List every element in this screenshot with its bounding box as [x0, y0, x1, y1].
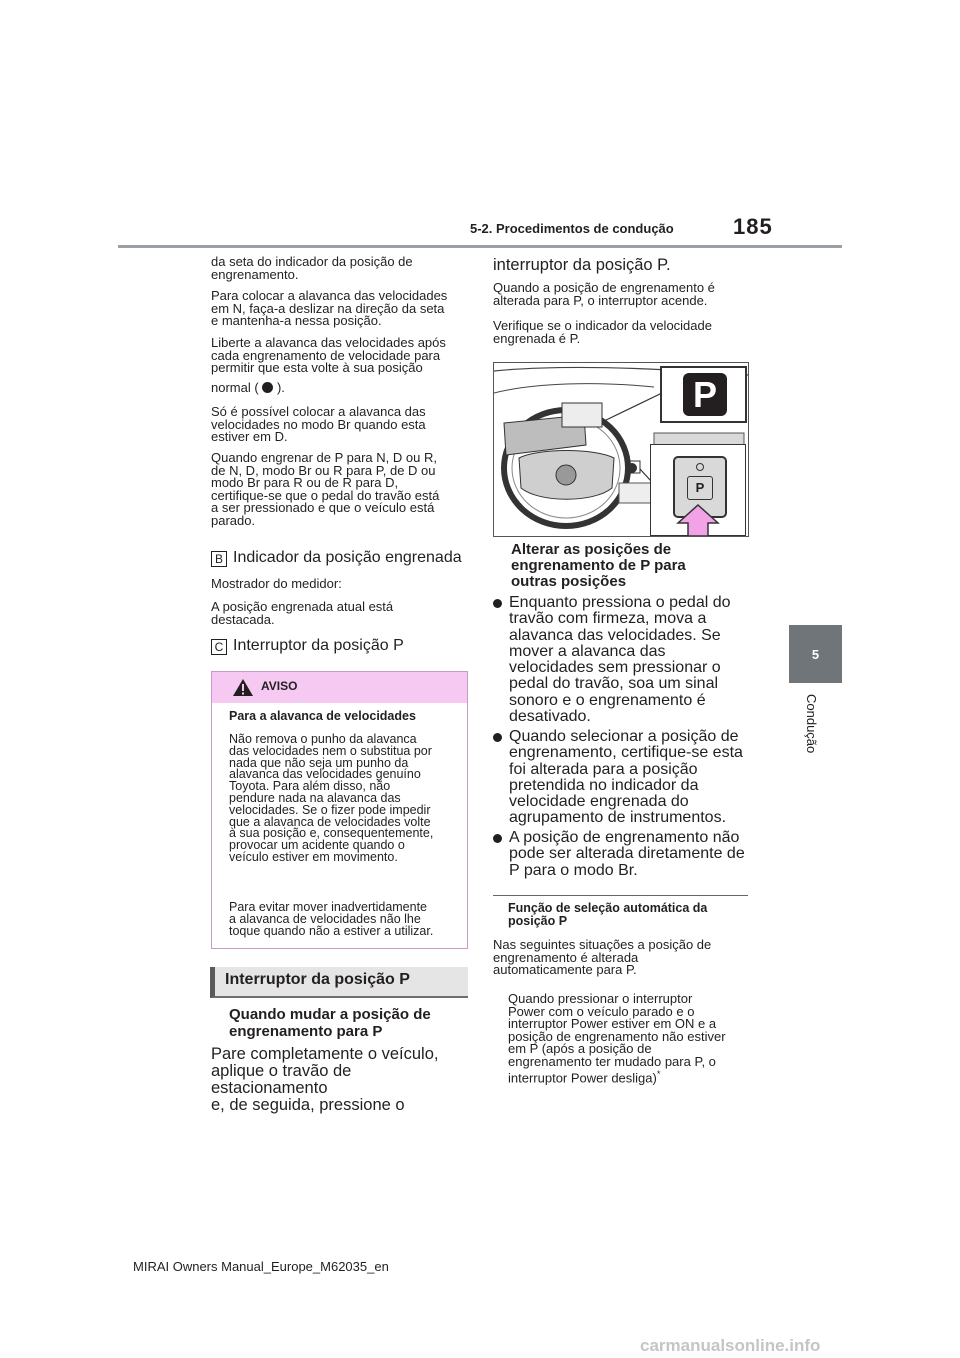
item-c-letter: C: [211, 639, 227, 655]
item-b-text1: Mostrador do medidor:: [211, 576, 342, 591]
warning-title: AVISO: [261, 679, 298, 693]
section-title: 5-2. Procedimentos de condução: [470, 221, 674, 236]
bullet-dot-icon: [493, 834, 502, 843]
p-indicator-icon: P: [683, 373, 727, 416]
chapter-label: Condução: [804, 694, 819, 754]
para-brake-warning: Quando engrenar de P para N, D ou R, de N, D, modo Br ou R para P, de D ou modo Br para R ou de R para D, certifique-se que o pedal do travão está a ser pressionado e que o veículo está parado.: [211, 450, 440, 528]
section-divider: [493, 895, 748, 896]
p-switch-lamp-icon: [696, 463, 704, 471]
item-b-letter: B: [211, 551, 227, 567]
header-rule: [118, 245, 842, 248]
para-stop-vehicle: Pare completamente o veículo, aplique o travão de estacionamento e, de seguida, pressione o: [211, 1045, 439, 1114]
warning-text-2: Para evitar mover inadvertidamente a alavanca de velocidades não lhe toque quando não a estiver a utilizar.: [229, 900, 434, 938]
para-br-mode: Só é possível colocar a alavanca das velocidades no modo Br quando esta estiver em D.: [211, 404, 426, 444]
chapter-tab[interactable]: 5: [789, 625, 842, 683]
subheading-park: Quando mudar a posição de engrenamento para P: [229, 1006, 431, 1040]
item-b-heading: B Indicador da posição engrenada: [211, 550, 462, 567]
para-neutral: Para colocar a alavanca das velocidades em N, faça-a deslizar na direção da seta e mantenha-a nessa posição.: [211, 288, 448, 328]
warning-header: [212, 672, 467, 703]
p-switch-label: P: [687, 476, 713, 500]
warning-box: [211, 671, 468, 949]
item-c-heading: C Interruptor da posição P: [211, 638, 404, 655]
press-arrow-icon: [676, 503, 720, 537]
footer-text: MIRAI Owners Manual_Europe_M62035_en: [133, 1259, 389, 1274]
subheading-shift-from-p: Alterar as posições de engrenamento de P para outras posições: [511, 541, 686, 591]
section-banner: Interruptor da posição P: [210, 967, 468, 998]
note-switch-lights: Quando a posição de engrenamento é alterada para P, o interruptor acende.: [493, 280, 715, 308]
warning-text-1: Não remova o punho da alavanca das velocidades nem o substitua por nada que não seja um punho da alavanca das velocidades genuíno Toyota. Para além disso, não pendure nada na alavanca das velocidades. Se o fizer pode impedir que a alavanca de velocidades volte à sua posição e, consequentemente, provocar um acidente quando o veículo estiver em movimento.: [229, 732, 434, 864]
meter-p-callout: [660, 366, 747, 423]
bullet-dot-icon: [493, 599, 502, 608]
page-number: 185: [733, 214, 773, 239]
bullet-dot-icon: [493, 733, 502, 742]
auto-p-title: Função de seleção automática da posição P: [508, 901, 708, 928]
circle-mark-icon: [262, 382, 273, 393]
warning-triangle-icon: [232, 678, 254, 697]
item-b-text2: A posição engrenada atual está destacada.: [211, 599, 394, 627]
auto-p-condition: Quando pressionar o interruptor Power com o veículo parado e o interruptor Power estiver em ON e a posição de engrenamento não estiver em P (após a posição de engrenamento ter mudado para P, o interruptor Power desliga)*: [508, 991, 726, 1086]
warning-subtitle: Para a alavanca de velocidades: [229, 709, 416, 723]
note-check-indicator: Verifique se o indicador da velocidade engrenada é P.: [493, 318, 712, 346]
para-arrow-indicator: da seta do indicador da posição de engrenamento.: [211, 254, 413, 282]
para-normal-position: normal ( ).: [211, 380, 285, 395]
footnote-mark: *: [656, 1069, 661, 1079]
auto-p-text: Nas seguintes situações a posição de engrenamento é alterada automaticamente para P.: [493, 937, 712, 977]
para-continued: interruptor da posição P.: [493, 256, 671, 274]
watermark: carmanualsonline.info: [640, 1336, 821, 1355]
dashboard-illustration: [493, 362, 749, 537]
p-switch-callout: [650, 444, 746, 536]
para-release-lever: Liberte a alavanca das velocidades após cada engrenamento de velocidade para permitir que esta volte à sua posição: [211, 335, 446, 375]
